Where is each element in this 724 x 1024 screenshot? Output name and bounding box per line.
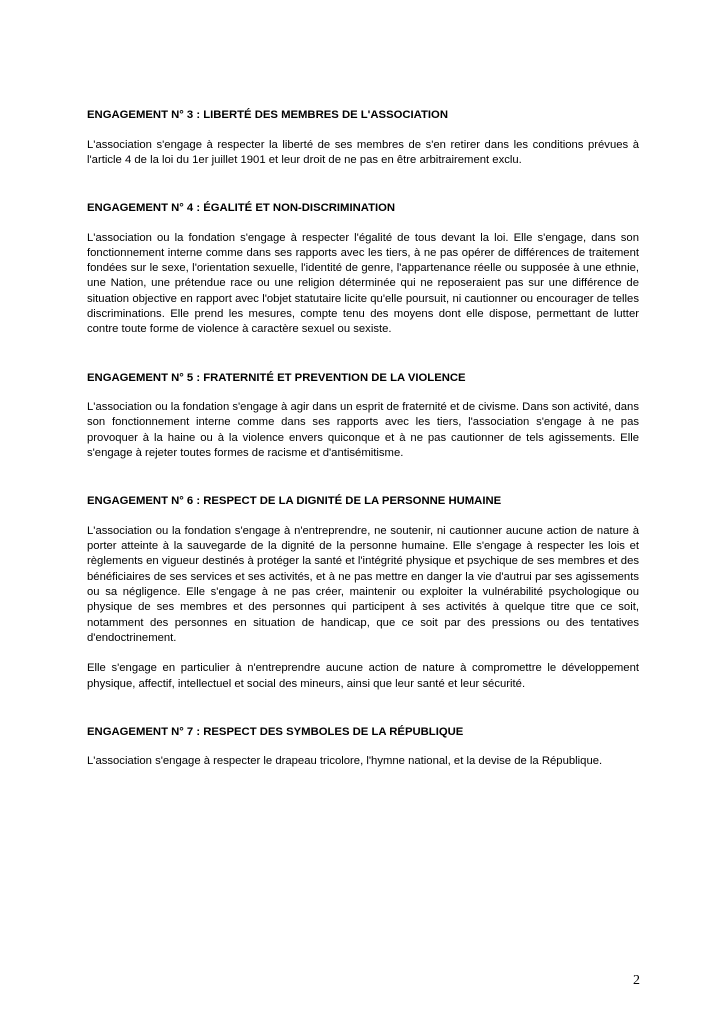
section-engagement-6 [87, 494, 639, 691]
section-title: ENGAGEMENT N° 5 : FRATERNITÉ ET PREVENTION DE LA VIOLENCE [87, 371, 466, 384]
paragraph: L'association ou la fondation s'engage à agir dans un esprit de fraternité et de civisme. Dans son activité, dans son fonctionnement interne comme dans ses rapports avec les tiers, l'association s'engage à ne pas provoquer à la haine ou à la violence envers quiconque et à ne pas cautionner de tels agissements. Elle s'engage à rejeter toutes formes de racisme et d'antisémitisme. [87, 401, 639, 460]
section-engagement-7 [87, 725, 639, 770]
section-title: ENGAGEMENT N° 7 : RESPECT DES SYMBOLES DE LA RÉPUBLIQUE [87, 725, 464, 738]
document-body [87, 108, 639, 803]
page-number: 2 [633, 973, 640, 988]
section-engagement-3 [87, 108, 639, 168]
paragraph: L'association ou la fondation s'engage à respecter l'égalité de tous devant la loi. Elle s'engage, dans son fonctionnement interne comme dans ses rapports avec les tiers, à ne pas opérer de différences de traitement fondées sur le sexe, l'orientation sexuelle, l'identité de genre, l'appartenance réelle ou supposée à une ethnie, une Nation, une prétendue race ou une religion déterminée qui ne reposeraient pas sur une différence de situation objective en rapport avec l'objet statutaire licite qu'elle poursuit, ni cautionner ou encourager de telles discriminations. Elle prend les mesures, compte tenu des moyens dont elle dispose, permettant de lutter contre toute forme de violence à caractère sexuel ou sexiste. [87, 231, 639, 336]
section-title: ENGAGEMENT N° 3 : LIBERTÉ DES MEMBRES DE L'ASSOCIATION [87, 109, 448, 121]
paragraph: L'association s'engage à respecter la liberté de ses membres de s'en retirer dans les conditions prévues à l'article 4 de la loi du 1er juillet 1901 et leur droit de ne pas en être arbitrairement exclu. [87, 138, 639, 166]
section-title: ENGAGEMENT N° 6 : RESPECT DE LA DIGNITÉ DE LA PERSONNE HUMAINE [87, 495, 502, 508]
paragraph: L'association s'engage à respecter le drapeau tricolore, l'hymne national, et la devise de la République. [87, 755, 603, 768]
section-engagement-4 [87, 201, 639, 338]
paragraph: Elle s'engage en particulier à n'entreprendre aucune action de nature à compromettre le développement physique, affectif, intellectuel et social des mineurs, ainsi que leur santé et leur sécurité. [87, 662, 639, 690]
paragraph: L'association ou la fondation s'engage à n'entreprendre, ne soutenir, ni cautionner aucune action de nature à porter atteinte à la sauvegarde de la dignité de la personne humaine. Elle s'engage à respecter les lois et règlements en vigueur destinés à protéger la santé et l'intégrité physique et psychique de ses membres et des bénéficiaires de ses services et ses activités, et à ne pas mettre en danger la vie d'autrui par ses agissements ou sa négligence. Elle s'engage à ne pas créer, maintenir ou exploiter la vulnérabilité psychologique ou physique de ses membres et des personnes qui participent à ses activités à quelque titre que ce soit, notamment des personnes en situation de handicap, que ce soit par des pressions ou des tentatives d'endoctrinement. [87, 524, 639, 644]
section-engagement-5 [87, 371, 639, 462]
section-title: ENGAGEMENT N° 4 : ÉGALITÉ ET NON-DISCRIMINATION [87, 202, 396, 215]
